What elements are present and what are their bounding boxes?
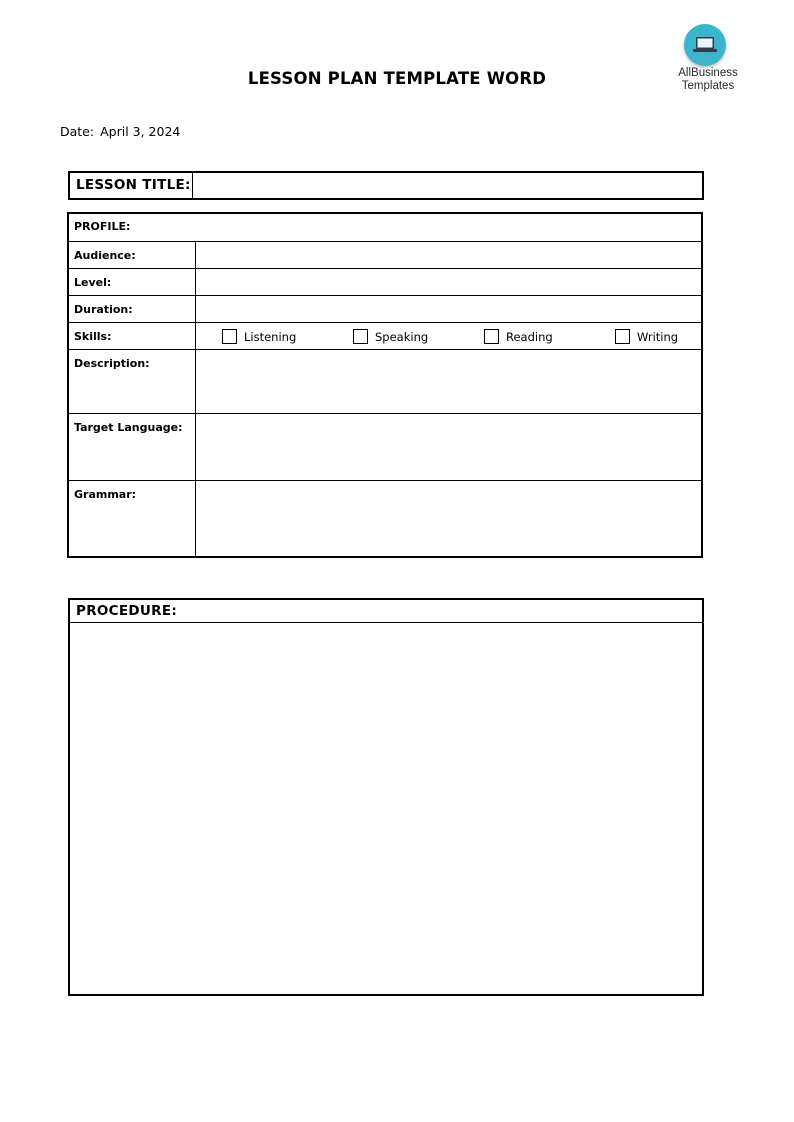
level-row [69, 269, 701, 296]
target-language-row [69, 414, 701, 481]
description-field[interactable] [197, 350, 701, 413]
skill-speaking-label: Speaking [375, 329, 429, 344]
skill-writing[interactable] [615, 329, 678, 344]
grammar-row [69, 481, 701, 556]
skill-writing-label: Writing [637, 329, 679, 344]
procedure-label: PROCEDURE: [70, 600, 702, 623]
target-language-field[interactable] [197, 414, 701, 480]
skill-speaking[interactable] [353, 329, 428, 344]
lesson-title-label: LESSON TITLE: [70, 173, 193, 198]
grammar-label: Grammar: [69, 481, 196, 556]
skills-label: Skills: [69, 323, 196, 349]
level-field[interactable] [197, 269, 701, 295]
skill-listening[interactable] [222, 329, 296, 344]
procedure-field[interactable] [70, 623, 702, 994]
skill-reading[interactable] [484, 329, 553, 344]
laptop-icon [684, 24, 726, 66]
level-label: Level: [69, 269, 196, 295]
listening-checkbox[interactable] [222, 329, 237, 344]
duration-label: Duration: [69, 296, 196, 322]
brand-logo [684, 24, 726, 66]
audience-label: Audience: [69, 242, 196, 268]
audience-row [69, 242, 701, 269]
grammar-field[interactable] [197, 481, 701, 556]
date-line [60, 124, 180, 139]
date-label: Date: [60, 124, 95, 139]
brand-name-line1: AllBusiness [678, 67, 738, 79]
target-language-label: Target Language: [69, 414, 196, 480]
lesson-title-box [68, 171, 704, 200]
profile-header-row [69, 214, 701, 242]
reading-checkbox[interactable] [484, 329, 499, 344]
profile-header: PROFILE: [74, 220, 131, 233]
profile-table [67, 212, 703, 558]
skill-reading-label: Reading [506, 329, 553, 344]
duration-row [69, 296, 701, 323]
audience-field[interactable] [197, 242, 701, 268]
speaking-checkbox[interactable] [353, 329, 368, 344]
lesson-title-field[interactable] [194, 173, 702, 198]
description-row [69, 350, 701, 414]
writing-checkbox[interactable] [615, 329, 630, 344]
procedure-box [68, 598, 704, 996]
brand-name-line2: Templates [681, 79, 735, 92]
skill-listening-label: Listening [244, 329, 297, 344]
skills-row [69, 323, 701, 350]
description-label: Description: [69, 350, 196, 413]
date-value[interactable]: April 3, 2024 [100, 124, 181, 139]
duration-field[interactable] [197, 296, 701, 322]
page-title: LESSON PLAN TEMPLATE WORD [247, 69, 547, 88]
